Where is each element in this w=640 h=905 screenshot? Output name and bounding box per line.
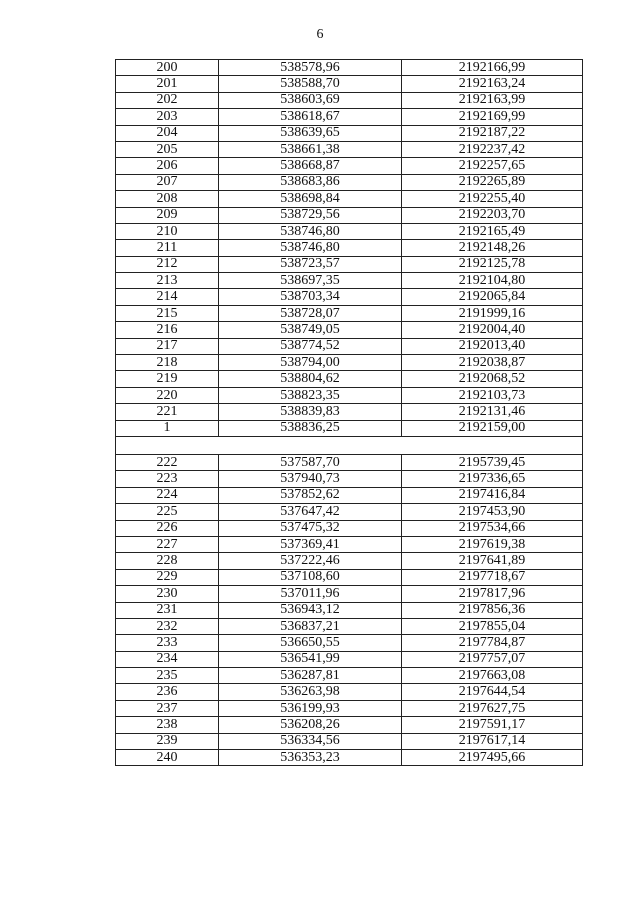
x-coordinate-cell: 537475,32: [219, 520, 402, 536]
point-number-cell: 222: [116, 454, 219, 470]
separator-cell: [116, 436, 583, 454]
point-number-cell: 208: [116, 191, 219, 207]
point-number-cell: 221: [116, 404, 219, 420]
y-coordinate-cell: 2197495,66: [402, 750, 583, 766]
y-coordinate-cell: 2197718,67: [402, 569, 583, 585]
table-row: [116, 750, 583, 766]
table-row: [116, 717, 583, 733]
table-row: [116, 125, 583, 141]
point-number-cell: 203: [116, 109, 219, 125]
table-row: [116, 273, 583, 289]
table-row: [116, 668, 583, 684]
x-coordinate-cell: 537587,70: [219, 454, 402, 470]
y-coordinate-cell: 2192159,00: [402, 420, 583, 436]
y-coordinate-cell: 2197336,65: [402, 471, 583, 487]
x-coordinate-cell: 537222,46: [219, 553, 402, 569]
table-row: [116, 684, 583, 700]
table-row: [116, 223, 583, 239]
point-number-cell: 205: [116, 141, 219, 157]
table-row: [116, 355, 583, 371]
x-coordinate-cell: 537852,62: [219, 487, 402, 503]
point-number-cell: 217: [116, 338, 219, 354]
x-coordinate-cell: 538683,86: [219, 174, 402, 190]
y-coordinate-cell: 2197757,07: [402, 651, 583, 667]
point-number-cell: 200: [116, 60, 219, 76]
table-row: [116, 733, 583, 749]
y-coordinate-cell: 2197784,87: [402, 635, 583, 651]
point-number-cell: 240: [116, 750, 219, 766]
y-coordinate-cell: 2197855,04: [402, 618, 583, 634]
table-row: [116, 700, 583, 716]
y-coordinate-cell: 2192265,89: [402, 174, 583, 190]
x-coordinate-cell: 538618,67: [219, 109, 402, 125]
y-coordinate-cell: 2197663,08: [402, 668, 583, 684]
point-number-cell: 220: [116, 387, 219, 403]
point-number-cell: 209: [116, 207, 219, 223]
point-number-cell: 229: [116, 569, 219, 585]
point-number-cell: 235: [116, 668, 219, 684]
x-coordinate-cell: 536353,23: [219, 750, 402, 766]
x-coordinate-cell: 538639,65: [219, 125, 402, 141]
table-row: [116, 191, 583, 207]
table-row: [116, 536, 583, 552]
y-coordinate-cell: 2192165,49: [402, 223, 583, 239]
y-coordinate-cell: 2191999,16: [402, 305, 583, 321]
point-number-cell: 207: [116, 174, 219, 190]
table-row: [116, 256, 583, 272]
table-row: [116, 569, 583, 585]
point-number-cell: 236: [116, 684, 219, 700]
y-coordinate-cell: 2192166,99: [402, 60, 583, 76]
x-coordinate-cell: 538794,00: [219, 355, 402, 371]
point-number-cell: 212: [116, 256, 219, 272]
y-coordinate-cell: 2192187,22: [402, 125, 583, 141]
x-coordinate-cell: 536334,56: [219, 733, 402, 749]
x-coordinate-cell: 538698,84: [219, 191, 402, 207]
y-coordinate-cell: 2197416,84: [402, 487, 583, 503]
y-coordinate-cell: 2197534,66: [402, 520, 583, 536]
y-coordinate-cell: 2192013,40: [402, 338, 583, 354]
point-number-cell: 238: [116, 717, 219, 733]
point-number-cell: 211: [116, 240, 219, 256]
table-row: [116, 504, 583, 520]
table-row: [116, 371, 583, 387]
y-coordinate-cell: 2192068,52: [402, 371, 583, 387]
coordinates-table-body: [116, 60, 583, 766]
y-coordinate-cell: 2192237,42: [402, 141, 583, 157]
y-coordinate-cell: 2197644,54: [402, 684, 583, 700]
y-coordinate-cell: 2192203,70: [402, 207, 583, 223]
point-number-cell: 216: [116, 322, 219, 338]
table-row: [116, 471, 583, 487]
point-number-cell: 228: [116, 553, 219, 569]
table-row: [116, 305, 583, 321]
section-separator-row: [116, 436, 583, 454]
x-coordinate-cell: 537369,41: [219, 536, 402, 552]
y-coordinate-cell: 2195739,45: [402, 454, 583, 470]
point-number-cell: 218: [116, 355, 219, 371]
x-coordinate-cell: 538728,07: [219, 305, 402, 321]
point-number-cell: 225: [116, 504, 219, 520]
table-row: [116, 289, 583, 305]
y-coordinate-cell: 2197619,38: [402, 536, 583, 552]
point-number-cell: 233: [116, 635, 219, 651]
x-coordinate-cell: 536208,26: [219, 717, 402, 733]
x-coordinate-cell: 536541,99: [219, 651, 402, 667]
x-coordinate-cell: 538603,69: [219, 92, 402, 108]
y-coordinate-cell: 2192065,84: [402, 289, 583, 305]
point-number-cell: 210: [116, 223, 219, 239]
point-number-cell: 239: [116, 733, 219, 749]
x-coordinate-cell: 536199,93: [219, 700, 402, 716]
table-row: [116, 454, 583, 470]
point-number-cell: 201: [116, 76, 219, 92]
x-coordinate-cell: 538578,96: [219, 60, 402, 76]
y-coordinate-cell: 2197641,89: [402, 553, 583, 569]
x-coordinate-cell: 537108,60: [219, 569, 402, 585]
x-coordinate-cell: 538823,35: [219, 387, 402, 403]
table-row: [116, 109, 583, 125]
table-row: [116, 92, 583, 108]
table-row: [116, 387, 583, 403]
y-coordinate-cell: 2192038,87: [402, 355, 583, 371]
point-number-cell: 223: [116, 471, 219, 487]
point-number-cell: 227: [116, 536, 219, 552]
x-coordinate-cell: 537940,73: [219, 471, 402, 487]
x-coordinate-cell: 538661,38: [219, 141, 402, 157]
table-row: [116, 602, 583, 618]
point-number-cell: 231: [116, 602, 219, 618]
table-row: [116, 553, 583, 569]
y-coordinate-cell: 2197817,96: [402, 586, 583, 602]
x-coordinate-cell: 538749,05: [219, 322, 402, 338]
x-coordinate-cell: 537011,96: [219, 586, 402, 602]
point-number-cell: 224: [116, 487, 219, 503]
y-coordinate-cell: 2192103,73: [402, 387, 583, 403]
y-coordinate-cell: 2197627,75: [402, 700, 583, 716]
y-coordinate-cell: 2197453,90: [402, 504, 583, 520]
table-row: [116, 635, 583, 651]
table-row: [116, 322, 583, 338]
x-coordinate-cell: 538697,35: [219, 273, 402, 289]
point-number-cell: 213: [116, 273, 219, 289]
x-coordinate-cell: 536650,55: [219, 635, 402, 651]
x-coordinate-cell: 538804,62: [219, 371, 402, 387]
y-coordinate-cell: 2197856,36: [402, 602, 583, 618]
y-coordinate-cell: 2192104,80: [402, 273, 583, 289]
y-coordinate-cell: 2192131,46: [402, 404, 583, 420]
x-coordinate-cell: 536263,98: [219, 684, 402, 700]
table-row: [116, 520, 583, 536]
x-coordinate-cell: 538746,80: [219, 240, 402, 256]
point-number-cell: 234: [116, 651, 219, 667]
x-coordinate-cell: 538588,70: [219, 76, 402, 92]
y-coordinate-cell: 2192169,99: [402, 109, 583, 125]
table-row: [116, 141, 583, 157]
point-number-cell: 226: [116, 520, 219, 536]
y-coordinate-cell: 2192148,26: [402, 240, 583, 256]
y-coordinate-cell: 2197617,14: [402, 733, 583, 749]
table-row: [116, 651, 583, 667]
point-number-cell: 230: [116, 586, 219, 602]
table-row: [116, 618, 583, 634]
x-coordinate-cell: 538774,52: [219, 338, 402, 354]
y-coordinate-cell: 2192004,40: [402, 322, 583, 338]
page-number: 6: [316, 27, 324, 42]
table-row: [116, 76, 583, 92]
table-row: [116, 207, 583, 223]
point-number-cell: 1: [116, 420, 219, 436]
table-row: [116, 158, 583, 174]
table-row: [116, 240, 583, 256]
x-coordinate-cell: 538723,57: [219, 256, 402, 272]
point-number-cell: 206: [116, 158, 219, 174]
x-coordinate-cell: 538746,80: [219, 223, 402, 239]
x-coordinate-cell: 536287,81: [219, 668, 402, 684]
y-coordinate-cell: 2197591,17: [402, 717, 583, 733]
point-number-cell: 237: [116, 700, 219, 716]
point-number-cell: 202: [116, 92, 219, 108]
y-coordinate-cell: 2192125,78: [402, 256, 583, 272]
y-coordinate-cell: 2192255,40: [402, 191, 583, 207]
point-number-cell: 215: [116, 305, 219, 321]
x-coordinate-cell: 538703,34: [219, 289, 402, 305]
point-number-cell: 214: [116, 289, 219, 305]
y-coordinate-cell: 2192163,24: [402, 76, 583, 92]
table-row: [116, 60, 583, 76]
x-coordinate-cell: 538839,83: [219, 404, 402, 420]
x-coordinate-cell: 536837,21: [219, 618, 402, 634]
y-coordinate-cell: 2192163,99: [402, 92, 583, 108]
table-row: [116, 420, 583, 436]
table-row: [116, 404, 583, 420]
table-row: [116, 487, 583, 503]
table-row: [116, 586, 583, 602]
table-row: [116, 338, 583, 354]
point-number-cell: 219: [116, 371, 219, 387]
x-coordinate-cell: 538729,56: [219, 207, 402, 223]
x-coordinate-cell: 537647,42: [219, 504, 402, 520]
table-row: [116, 174, 583, 190]
x-coordinate-cell: 538668,87: [219, 158, 402, 174]
point-number-cell: 204: [116, 125, 219, 141]
coordinates-table: [115, 59, 583, 766]
x-coordinate-cell: 538836,25: [219, 420, 402, 436]
point-number-cell: 232: [116, 618, 219, 634]
x-coordinate-cell: 536943,12: [219, 602, 402, 618]
y-coordinate-cell: 2192257,65: [402, 158, 583, 174]
